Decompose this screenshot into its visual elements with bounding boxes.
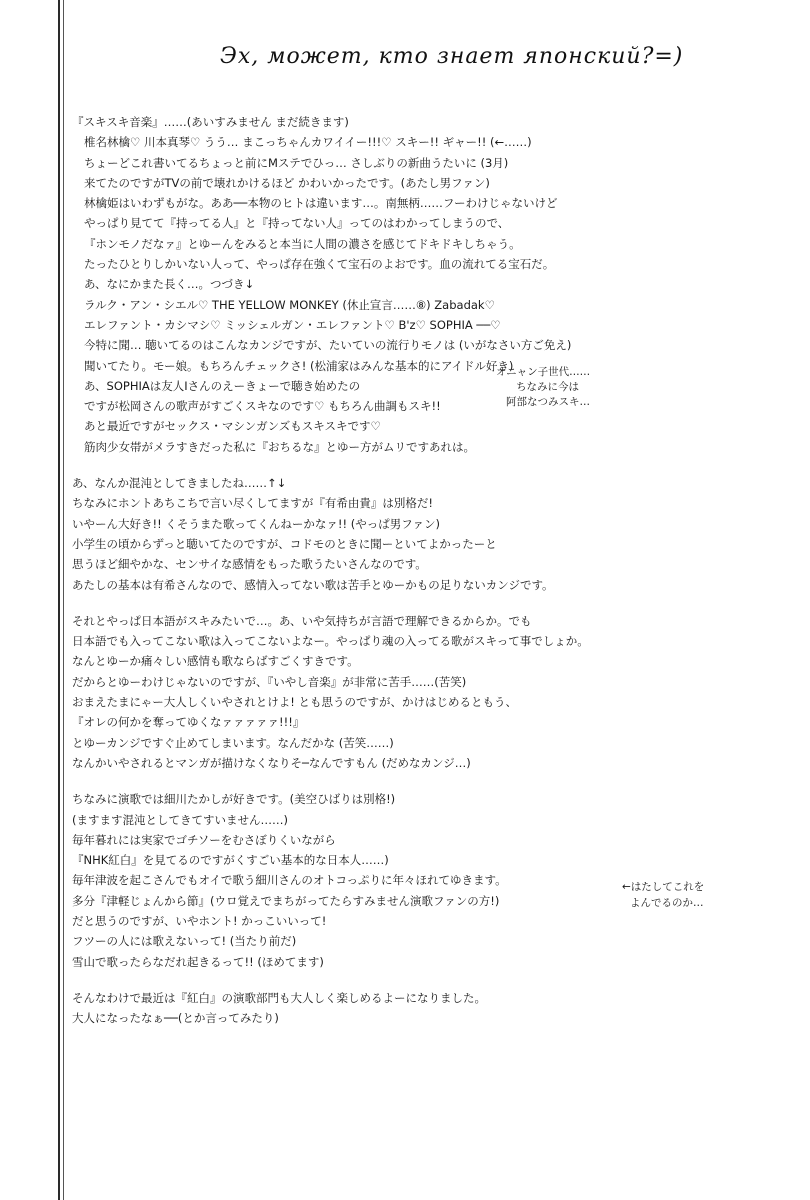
paragraph [72, 988, 742, 1029]
text-line: なんかいやされるとマンガが描けなくなりそ─なんですもん (だめなカンジ…) [72, 755, 471, 770]
text-line: ちなみに演歌では細川たかしが好きです。(美空ひばりは別格!) [72, 792, 396, 807]
text-line: そんなわけで最近は『紅白』の演歌部門も大人しく楽しめるよーになりました。 [72, 990, 486, 1005]
text-line: 大人になったなぁ──(とか言ってみたり) [72, 1011, 279, 1026]
text-line: フツーの人には歌えないって! (当たり前だ) [72, 934, 297, 949]
text-line: 今特に聞… 聴いてるのはこんなカンジですが、たいていの流行りモノは (いがなさい方ご免え) [84, 338, 572, 353]
text-line: たったひとりしかいない人って、やっぱ存在強くて宝石のよおです。血の流れてる宝石だ。 [84, 257, 555, 272]
page-margin-line [58, 0, 60, 1200]
side-note: ←はたしてこれを [622, 881, 705, 893]
text-line: 毎年津波を起こさんでもオイで歌う細川さんのオトコっぷりに年々ほれてゆきます。 [72, 873, 507, 888]
text-line: いやーん大好き!! くそうまた歌ってくんねーかなァ!! (やっぱ男ファン) [72, 516, 440, 531]
text-line: ちょーどこれ書いてるちょっと前にMステでひっ… さしぶりの新曲うたいに (3月) [84, 155, 509, 170]
text-line: 小学生の頃からずっと聴いてたのですが、コドモのときに聞ーといてよかったーと [72, 536, 497, 551]
side-note: よんでるのか… [630, 897, 704, 909]
text-line: 思うほど細やかな、センサイな感情をもった歌うたいさんなのです。 [72, 557, 427, 572]
text-line: ラルク・アン・シエル♡ THE YELLOW MONKEY (休止宣言……⑧) Zabadak♡ [84, 297, 495, 312]
text-line: あ、なにかまた長く…。つづき↓ [84, 277, 255, 292]
text-line: 雪山で歌ったらなだれ起きるって!! (ほめてます) [72, 954, 324, 969]
text-line: だからとゆーわけじゃないのですが、『いやし音楽』が非常に苦手……(苦笑) [72, 674, 467, 689]
side-note: 阿部なつみスキ… [506, 396, 590, 408]
text-line: 聞いてたり。モー娘。もちろんチェックさ! (松浦家はみんな基本的にアイドル好き) [84, 358, 514, 373]
text-line: 『スキスキ音楽』……(あいすみません まだ続きます) [72, 115, 349, 129]
text-line: なんとゆーか痛々しい感情も歌ならばすごくすきです。 [72, 654, 359, 669]
text-line: 日本語でも入ってこない歌は入ってこないよなー。やっぱり魂の入ってる歌がスキって事でしょか。 [72, 634, 589, 649]
text-line: 『NHK紅白』を見てるのですがくすごい基本的な日本人……) [72, 853, 389, 868]
text-line: あたしの基本は有希さんなので、感情入ってない歌は苦手とゆーかもの足りないカンジです。 [72, 577, 554, 592]
text-line: 毎年暮れには実家でゴチソーをむさぼりくいながら [72, 832, 336, 847]
paragraph [72, 473, 742, 595]
text-line: ちなみにホントあちこちで言い尽くしてますが『有希由貴』は別格だ! [72, 496, 433, 511]
text-line: 多分『津軽じょんから節』(ウロ覚えでまちがってたらすみません演歌ファンの方!) [72, 893, 500, 908]
text-line: 椎名林檎♡ 川本真琴♡ うう… まこっちゃんカワイイー!!!♡ スキー!! ギャー!! (←……) [84, 135, 532, 150]
text-line: 『ホンモノだなァ』とゆーんをみると本当に人間の濃さを感じてドキドキしちゃう。 [84, 236, 521, 251]
text-line: やっぱり見てて『持ってる人』と『持ってない人』ってのはわかってしまうので、 [84, 216, 510, 231]
text-line: あと最近ですがセックス・マシンガンズもスキスキです♡ [84, 419, 381, 434]
side-note: ちなみに今は [516, 381, 579, 393]
text-line: エレファント・カシマシ♡ ミッシェルガン・エレファント♡ B'z♡ SOPHIA ──♡ [84, 317, 501, 332]
page-heading: Эх, может, кто знает японский?=) [220, 44, 684, 69]
side-note: オニャン子世代…… [496, 366, 591, 378]
text-line: 『オレの何かを奪ってゆくなァァァァァ!!!』 [72, 715, 305, 730]
text-line: (ますます混沌としてきてすいません……) [72, 812, 288, 827]
text-line: 林檎姫はいわずもがな。ああ──本物のヒトは違います…。南無柄……フーわけじゃないけど [84, 196, 558, 211]
paragraph [72, 611, 742, 773]
text-line: 筋肉少女帯がメラすきだった私に『おちるな』とゆー方がムリですあれは。 [84, 439, 475, 454]
text-line: あ、なんか混沌としてきましたね……↑↓ [72, 476, 287, 491]
text-line: ですが松岡さんの歌声がすごくスキなのです♡ もちろん曲調もスキ!! [84, 399, 441, 414]
paragraph [72, 112, 742, 457]
text-line: おまえたまにゃー大人しくいやされとけよ! とも思うのですが、かけはじめるともう、 [72, 695, 518, 710]
page-margin-line-inner [63, 0, 64, 1200]
text-line: 来てたのですがTVの前で壊れかけるほど かわいかったです。(あたし男ファン) [84, 175, 490, 190]
text-line: だと思うのですが、いやホント! かっこいいって! [72, 913, 327, 928]
text-line: それとやっぱ日本語がスキみたいで…。あ、いや気持ちが言語で理解できるからか。でも [72, 613, 532, 628]
text-line: あ、SOPHIAは友人Iさんのえーきょーで聴き始めたの [84, 378, 361, 393]
text-line: とゆーカンジですぐ止めてしまいます。なんだかな (苦笑……) [72, 735, 394, 750]
